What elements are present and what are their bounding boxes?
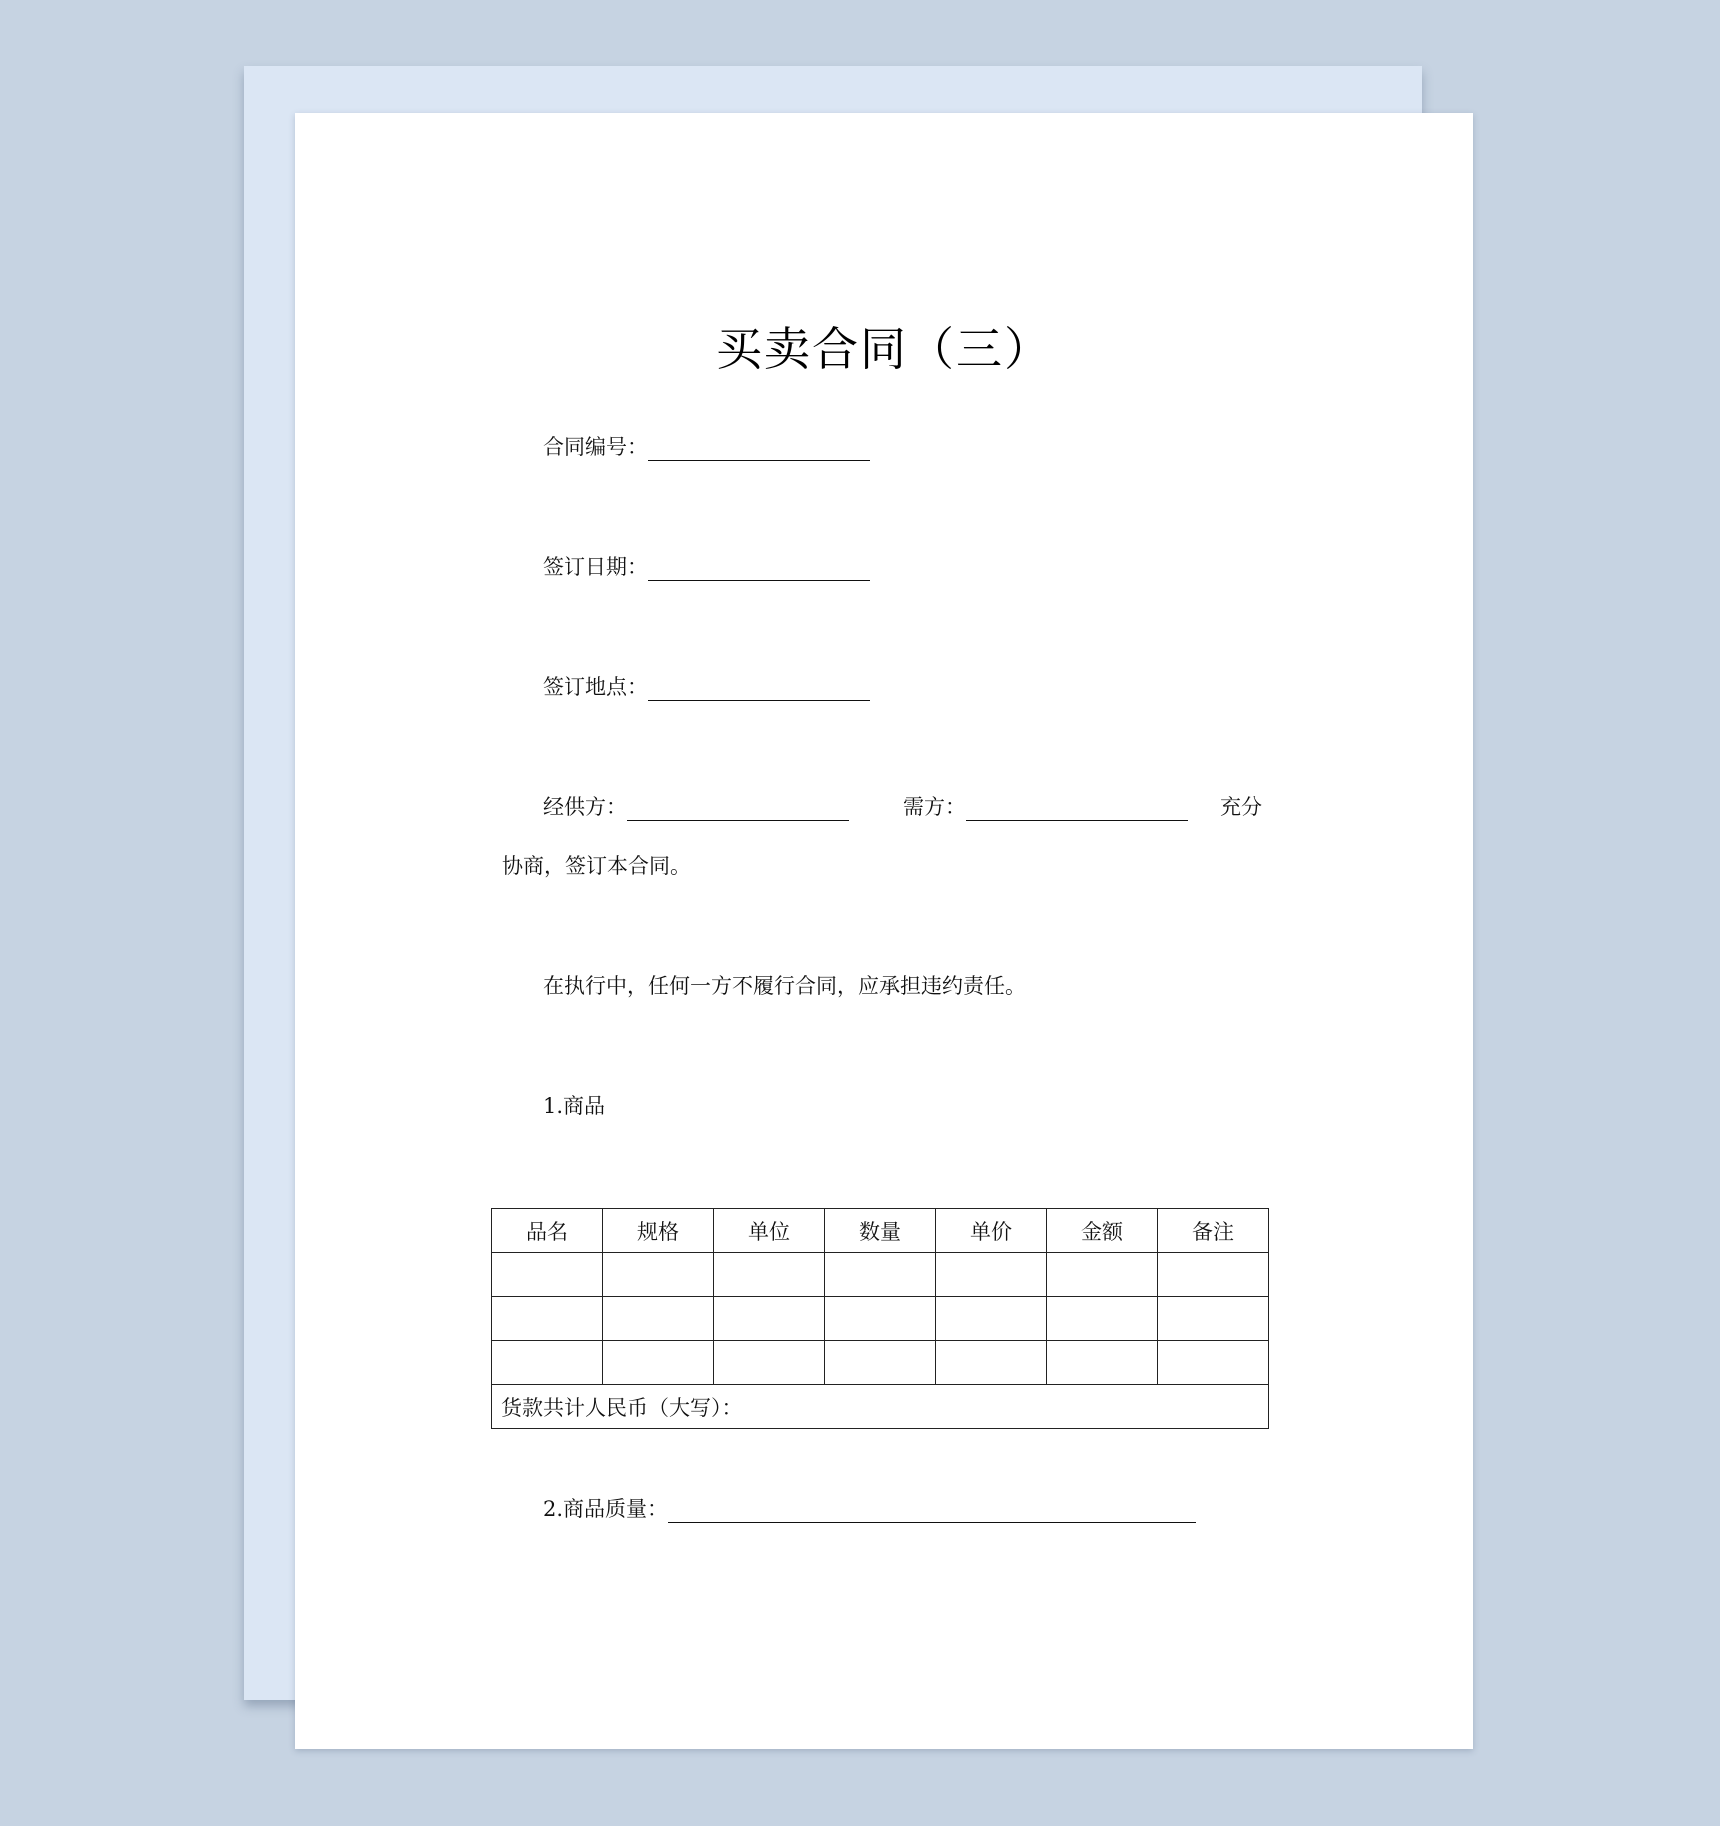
table-row bbox=[492, 1253, 1269, 1297]
table-cell[interactable] bbox=[492, 1297, 603, 1341]
header-product-name: 品名 bbox=[492, 1209, 603, 1253]
sign-place-label: 签订地点： bbox=[543, 675, 648, 699]
header-specification: 规格 bbox=[603, 1209, 714, 1253]
goods-table-header-row bbox=[492, 1209, 1269, 1253]
table-cell[interactable] bbox=[492, 1253, 603, 1297]
sign-date-label: 签订日期： bbox=[543, 555, 648, 579]
table-cell[interactable] bbox=[603, 1341, 714, 1385]
sign-date-blank[interactable] bbox=[648, 558, 870, 581]
buyer-label: 需方： bbox=[903, 795, 966, 819]
contract-number-blank[interactable] bbox=[648, 438, 870, 461]
document-title: 买卖合同（三） bbox=[716, 322, 1052, 376]
table-cell[interactable] bbox=[825, 1297, 936, 1341]
parties-tail-text: 充分 bbox=[1220, 795, 1262, 819]
table-cell[interactable] bbox=[714, 1341, 825, 1385]
parties-line bbox=[543, 791, 1262, 821]
table-cell[interactable] bbox=[1158, 1341, 1269, 1385]
table-cell[interactable] bbox=[825, 1253, 936, 1297]
table-cell[interactable] bbox=[714, 1253, 825, 1297]
buyer-blank[interactable] bbox=[966, 798, 1188, 821]
table-cell[interactable] bbox=[1047, 1341, 1158, 1385]
table-cell[interactable] bbox=[1158, 1253, 1269, 1297]
table-cell[interactable] bbox=[1047, 1253, 1158, 1297]
document-page bbox=[295, 113, 1473, 1749]
table-cell[interactable] bbox=[1047, 1297, 1158, 1341]
table-row bbox=[492, 1341, 1269, 1385]
header-unit-price: 单价 bbox=[936, 1209, 1047, 1253]
goods-total-label[interactable]: 货款共计人民币（大写）： bbox=[492, 1385, 1269, 1429]
table-cell[interactable] bbox=[714, 1297, 825, 1341]
quality-field bbox=[543, 1493, 1196, 1523]
table-cell[interactable] bbox=[1158, 1297, 1269, 1341]
liability-clause: 在执行中，任何一方不履行合同，应承担违约责任。 bbox=[543, 974, 1026, 998]
sign-place-field bbox=[543, 671, 870, 701]
table-row bbox=[492, 1297, 1269, 1341]
table-cell[interactable] bbox=[936, 1253, 1047, 1297]
supplier-label: 经供方： bbox=[543, 795, 627, 819]
sign-date-field bbox=[543, 551, 870, 581]
goods-table bbox=[491, 1208, 1269, 1429]
header-unit: 单位 bbox=[714, 1209, 825, 1253]
header-remarks: 备注 bbox=[1158, 1209, 1269, 1253]
contract-number-label: 合同编号： bbox=[543, 435, 648, 459]
sign-place-blank[interactable] bbox=[648, 678, 870, 701]
table-cell[interactable] bbox=[825, 1341, 936, 1385]
parties-continuation: 协商，签订本合同。 bbox=[502, 854, 691, 878]
header-quantity: 数量 bbox=[825, 1209, 936, 1253]
goods-total-row bbox=[492, 1385, 1269, 1429]
table-cell[interactable] bbox=[603, 1253, 714, 1297]
section-goods-heading: 1.商品 bbox=[543, 1094, 606, 1118]
contract-number-field bbox=[543, 431, 870, 461]
supplier-blank[interactable] bbox=[627, 798, 849, 821]
table-cell[interactable] bbox=[936, 1341, 1047, 1385]
table-cell[interactable] bbox=[492, 1341, 603, 1385]
quality-label: 2.商品质量： bbox=[543, 1497, 669, 1521]
header-amount: 金额 bbox=[1047, 1209, 1158, 1253]
table-cell[interactable] bbox=[936, 1297, 1047, 1341]
table-cell[interactable] bbox=[603, 1297, 714, 1341]
quality-blank[interactable] bbox=[668, 1500, 1196, 1523]
